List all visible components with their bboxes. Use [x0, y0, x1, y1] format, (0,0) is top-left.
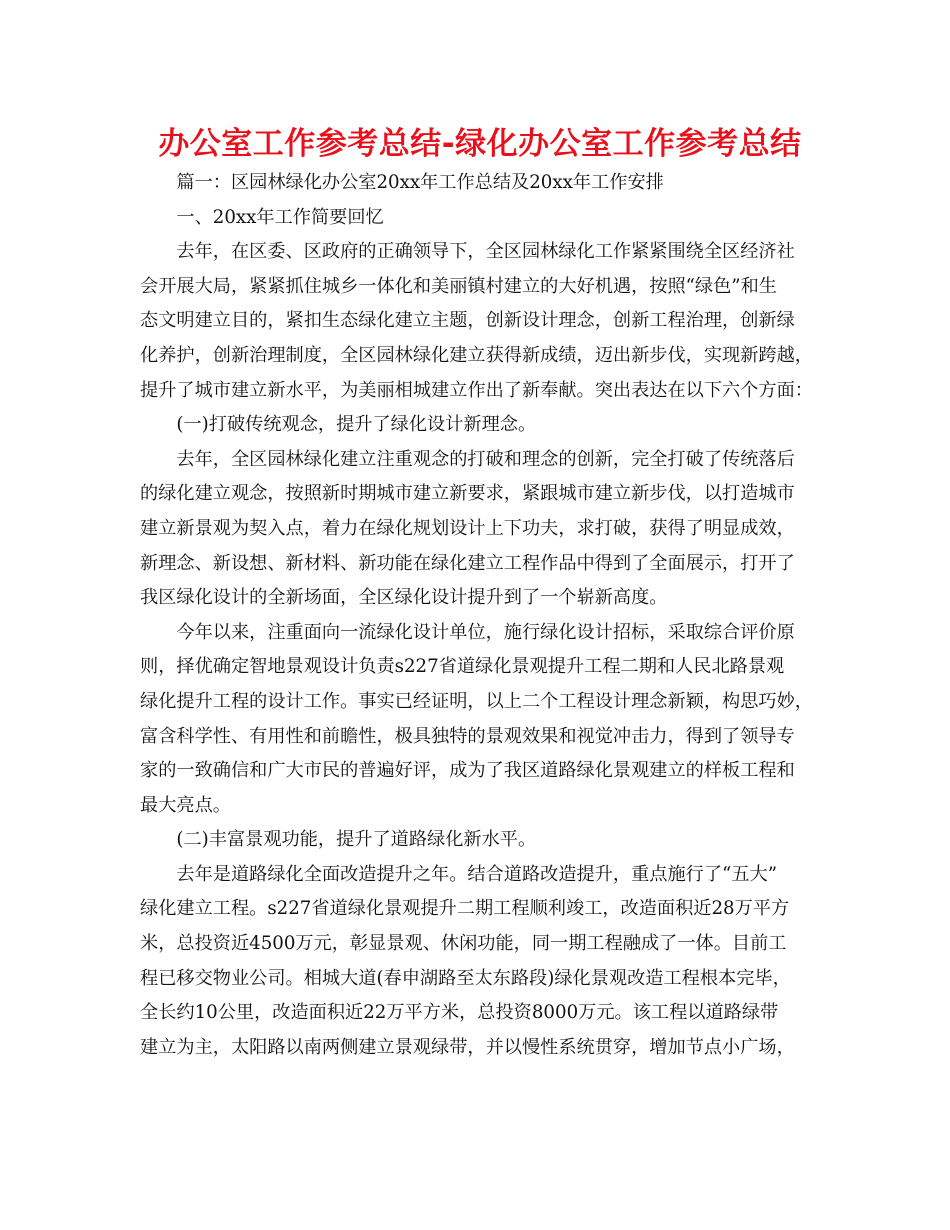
text-line: 新理念、新设想、新材料、新功能在绿化建立工程作品中得到了全面展示，打开了 [140, 552, 795, 574]
document-page [140, 122, 820, 1065]
paragraph [140, 616, 820, 824]
text-line: (二)丰富景观功能，提升了道路绿化新水平。 [176, 829, 537, 851]
text-line: 绿化建立工程。s227省道绿化景观提升二期工程顺利竣工，改造面积近28万平方 [140, 898, 790, 920]
document-body [140, 166, 820, 1065]
document-title: 办公室工作参考总结-绿化办公室工作参考总结 [158, 126, 802, 162]
text-line: 的绿化建立观念，按照新时期城市建立新要求，紧跟城市建立新步伐，以打造城市 [140, 483, 795, 505]
text-line: 态文明建立目的，紧扣生态绿化建立主题，创新设计理念，创新工程治理，创新绿 [140, 310, 795, 332]
text-line: 会开展大局，紧紧抓住城乡一体化和美丽镇村建立的大好机遇，按照“绿色”和生 [140, 275, 777, 297]
text-line: 去年，在区委、区政府的正确领导下，全区园林绿化工作紧紧围绕全区经济社 [176, 241, 795, 263]
text-line: 富含科学性、有用性和前瞻性，极具独特的景观效果和视觉冲击力，得到了领导专 [140, 725, 795, 747]
text-line: 则，择优确定智地景观设计负责s227省道绿化景观提升工程二期和人民北路景观 [140, 656, 785, 678]
text-line: 篇一：区园林绿化办公室20xx年工作总结及20xx年工作安排 [176, 172, 664, 193]
paragraph [140, 858, 820, 1066]
text-line: 去年是道路绿化全面改造提升之年。结合道路改造提升，重点施行了“五大” [176, 863, 777, 885]
text-line: 建立为主，太阳路以南两侧建立景观绿带，并以慢性系统贯穿，增加节点小广场， [140, 1036, 795, 1058]
text-line: 建立新景观为契入点，着力在绿化规划设计上下功夫，求打破，获得了明显成效， [140, 517, 795, 539]
text-line: 化养护，创新治理制度，全区园林绿化建立获得新成绩，迈出新步伐，实现新跨越， [140, 344, 813, 366]
text-line: 家的一致确信和广大市民的普遍好评，成为了我区道路绿化景观建立的样板工程和 [140, 760, 795, 782]
paragraph [140, 408, 820, 443]
text-line: (一)打破传统观念，提升了绿化设计新理念。 [176, 414, 537, 436]
paragraph [140, 235, 820, 408]
text-line: 最大亮点。 [140, 794, 231, 816]
text-line: 我区绿化设计的全新场面，全区绿化设计提升到了一个崭新高度。 [140, 587, 668, 609]
text-line: 程已移交物业公司。相城大道(春申湖路至太东路段)绿化景观改造工程根本完毕， [140, 967, 791, 989]
paragraph [140, 166, 820, 201]
text-line: 今年以来，注重面向一流绿化设计单位，施行绿化设计招标，采取综合评价原 [176, 621, 795, 643]
text-line: 全长约10公里，改造面积近22万平方米，总投资8000万元。该工程以道路绿带 [140, 1002, 779, 1024]
text-line: 提升了城市建立新水平，为美丽相城建立作出了新奉献。突出表达在以下六个方面： [140, 379, 813, 401]
paragraph [140, 823, 820, 858]
text-line: 一、20xx年工作简要回忆 [176, 206, 384, 228]
text-line: 去年，全区园林绿化建立注重观念的打破和理念的创新，完全打破了传统落后 [176, 448, 795, 470]
text-line: 米，总投资近4500万元，彰显景观、休闲功能，同一期工程融成了一体。目前工 [140, 933, 787, 955]
text-line: 绿化提升工程的设计工作。事实已经证明，以上二个工程设计理念新颖，构思巧妙， [140, 690, 813, 712]
paragraph [140, 201, 820, 236]
paragraph [140, 443, 820, 616]
